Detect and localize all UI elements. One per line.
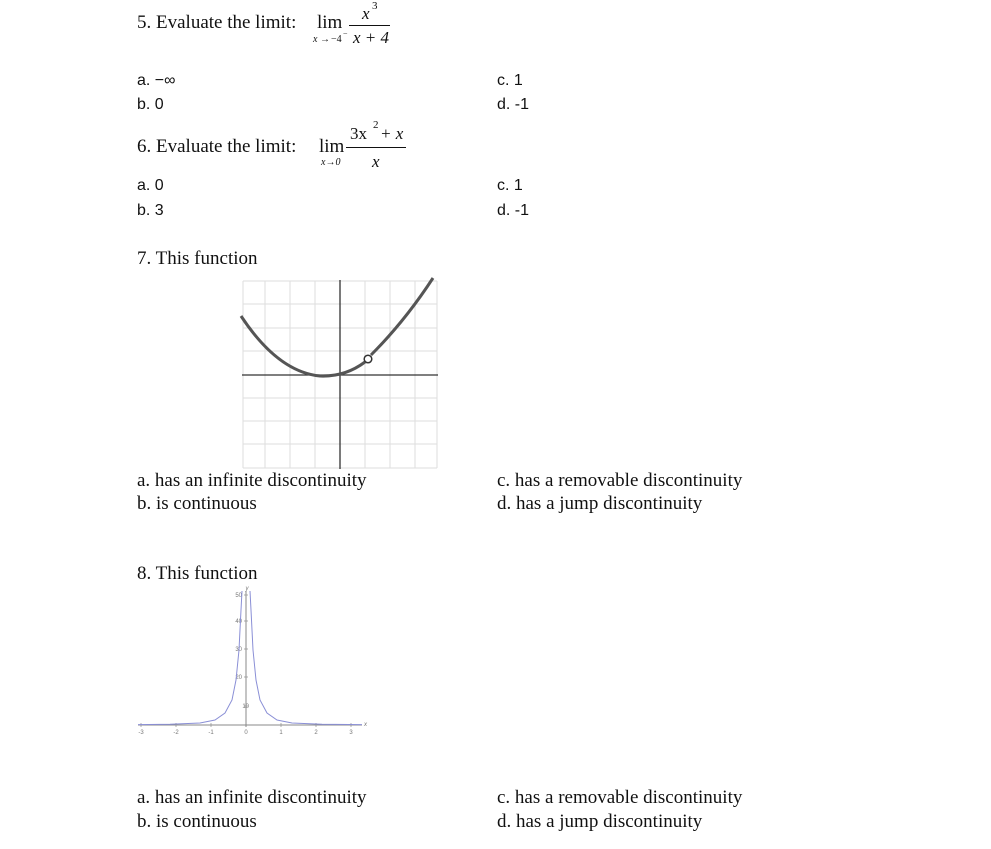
q8-xtick-0: 0 — [244, 730, 248, 736]
q8-ytick-30: 30 — [235, 647, 242, 653]
q8-y-tick-labels — [235, 593, 249, 710]
q8-ytick-40: 40 — [235, 619, 242, 625]
q5-option-c[interactable]: c. 1 — [497, 72, 523, 89]
q7-option-d[interactable]: d. has a jump discontinuity — [497, 493, 703, 514]
q6-fraction-bar — [346, 147, 406, 148]
q8-prompt: 8. This function — [137, 563, 258, 584]
q5-prompt: 5. Evaluate the limit: — [137, 12, 297, 33]
q6-option-c[interactable]: c. 1 — [497, 177, 523, 194]
q8-ytick-20: 20 — [235, 675, 242, 681]
q8-option-a[interactable]: a. has an infinite discontinuity — [137, 787, 367, 808]
q8-ytick-10: 10 — [242, 704, 249, 710]
q5-option-b[interactable]: b. 0 — [137, 96, 164, 113]
q5-lim: lim — [317, 12, 343, 33]
q5-option-d[interactable]: d. -1 — [497, 96, 530, 113]
q7-option-a[interactable]: a. has an infinite discontinuity — [137, 470, 367, 491]
q7-curve — [241, 278, 433, 376]
q8-xtick-neg3: -3 — [138, 730, 144, 736]
q5-denominator: x + 4 — [353, 28, 390, 47]
q7-open-point — [364, 355, 372, 363]
q8-x-axis-label: x — [364, 722, 367, 728]
q7-graph — [240, 276, 440, 472]
q5-numerator-x: x — [362, 4, 370, 23]
q5-fraction-bar — [349, 25, 390, 26]
q8-x-tick-labels — [138, 730, 353, 736]
q5-lim-sub-sup: − — [343, 29, 348, 38]
q8-option-b[interactable]: b. is continuous — [137, 811, 257, 832]
q5-lim-sub-x: x — [313, 34, 318, 45]
q6-lim-sub: x→0 — [321, 157, 341, 168]
q8-xtick-1: 1 — [279, 730, 283, 736]
q5-lim-sub-val: −4 — [331, 34, 342, 45]
q8-xtick-neg1: -1 — [208, 730, 214, 736]
q8-curve-left — [138, 591, 242, 725]
q8-option-c[interactable]: c. has a removable discontinuity — [497, 787, 743, 808]
q8-option-d[interactable]: d. has a jump discontinuity — [497, 811, 703, 832]
q8-ytick-50: 50 — [235, 593, 242, 599]
q6-option-d[interactable]: d. -1 — [497, 202, 530, 219]
q6-lim: lim — [319, 136, 345, 157]
q6-prompt: 6. Evaluate the limit: — [137, 136, 297, 157]
q6-denominator: x — [372, 152, 380, 171]
q8-xtick-neg2: -2 — [173, 730, 179, 736]
q8-y-axis-label: y — [245, 586, 249, 592]
q6-option-b[interactable]: b. 3 — [137, 202, 164, 219]
q6-numerator-coef: 3x — [350, 124, 367, 143]
q8-graph — [130, 585, 370, 745]
q6-numerator-exp: 2 — [373, 119, 379, 131]
q5-option-a[interactable]: a. −∞ — [137, 72, 176, 89]
q7-option-c[interactable]: c. has a removable discontinuity — [497, 470, 743, 491]
q5-numerator-exp: 3 — [372, 0, 378, 12]
q6-numerator-rest: + x — [380, 124, 404, 143]
q8-xtick-2: 2 — [314, 730, 318, 736]
q8-curve-right — [250, 591, 362, 725]
q8-xtick-3: 3 — [349, 730, 353, 736]
q6-option-a[interactable]: a. 0 — [137, 177, 164, 194]
q7-prompt: 7. This function — [137, 248, 258, 269]
q5-lim-sub-arrow: → — [320, 34, 330, 45]
q7-option-b[interactable]: b. is continuous — [137, 493, 257, 514]
